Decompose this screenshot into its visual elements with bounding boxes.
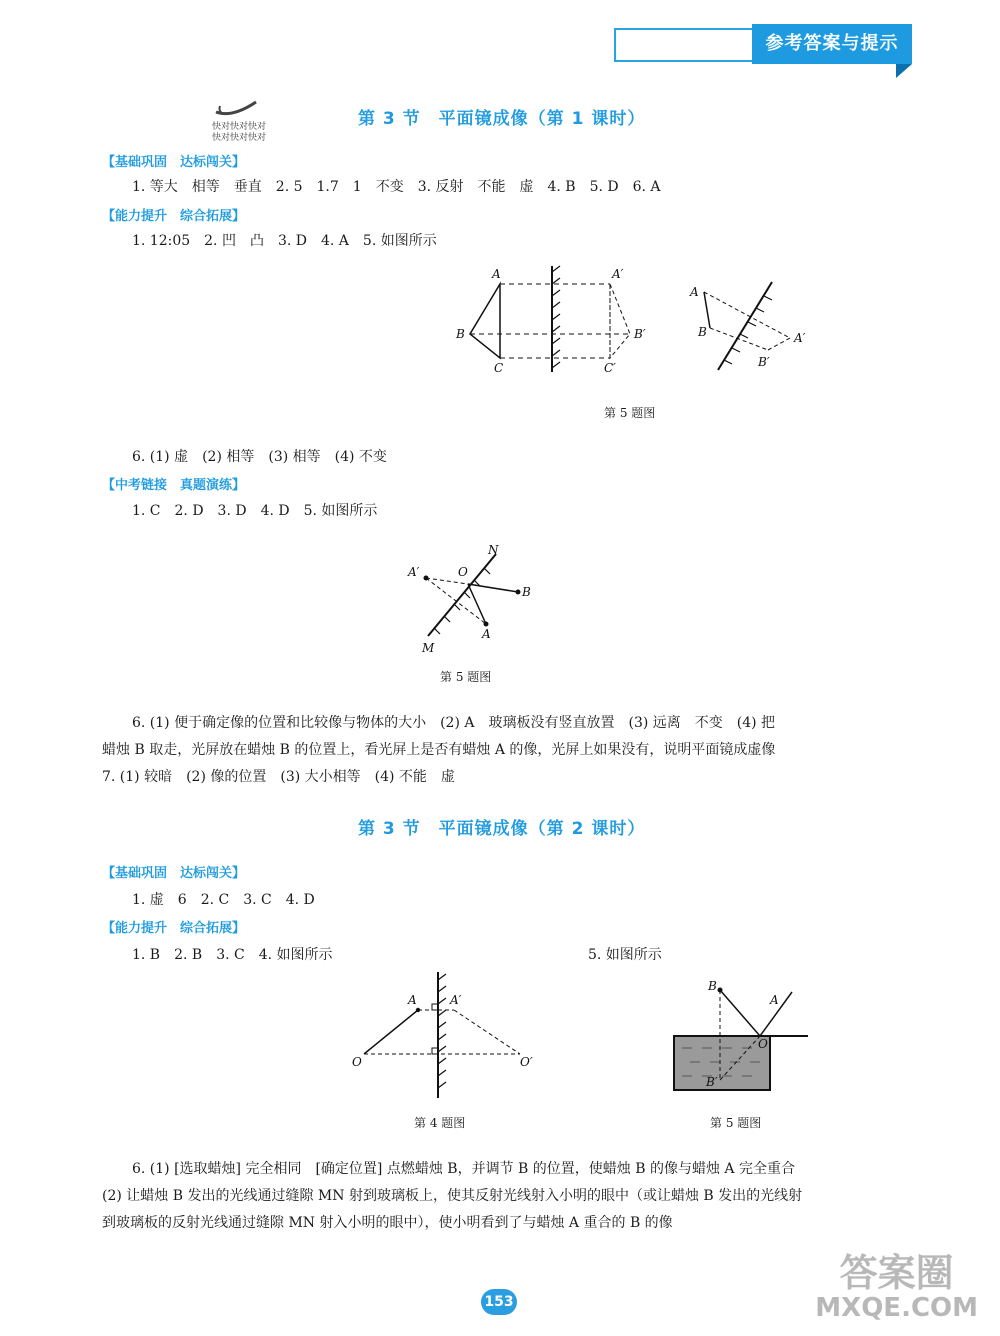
logo-text-line2: 快对快对快对 [212,133,267,143]
logo [212,98,266,144]
fig2-label-B: B [698,325,707,339]
page-number: 153 [481,1289,517,1315]
lesson1-exam-q6-line2: 蜡烛 B 取走，光屏放在蜡烛 B 的位置上，看光屏上是否有蜡烛 A 的像，光屏上如果没有，说明平面镜成虚像 [102,742,776,758]
fig3-label-A: A [482,627,491,641]
logo-swoosh-icon [212,98,262,118]
lesson1-fig5-caption: 第 5 题图 [604,406,656,420]
figure-triangle-mirror [450,262,660,382]
fig1-label-A1: A′ [612,267,624,281]
header-frame [614,28,754,62]
fig3-label-M: M [422,641,435,655]
fig5-label-O: O [758,1037,768,1051]
fig3-label-B: B [522,585,531,599]
fig2-label-B1: B′ [758,355,770,369]
fig5-label-B1: B′ [706,1075,718,1089]
fig4-label-O1: O′ [520,1055,533,1069]
fig3-label-A1: A′ [408,565,420,579]
fig1-label-A: A [492,267,501,281]
lesson2-q5-label: 5. 如图所示 [588,947,662,963]
lesson1-exam-q6-line1: 6. (1) 便于确定像的位置和比较像与物体的大小 (2) A 玻璃板没有竖直放置 (3) 远离 不变 (4) 把 [132,715,776,731]
logo-text-line1: 快对快对快对 [212,122,267,132]
lesson1-tag-basic: 【基础巩固 达标闯关】 [102,155,246,170]
lesson2-q6-line1: 6. (1) [选取蜡烛] 完全相同 [确定位置] 点燃蜡烛 B，并调节 B 的位置，使蜡烛 B 的像与蜡烛 A 完全重合 [132,1161,795,1177]
lesson1-tag-exam: 【中考链接 真题演练】 [102,478,246,493]
fig5-label-A: A [770,993,779,1007]
lesson1-basic-answers: 1. 等大 相等 垂直 2. 5 1.7 1 不变 3. 反射 不能 虚 4. B 5. D 6. A [132,179,661,195]
figure-mirror-ao [346,968,546,1102]
header-fold-decoration [896,64,912,78]
lesson1-exam-answers: 1. C 2. D 3. D 4. D 5. 如图所示 [132,503,378,519]
lesson2-fig4-caption: 第 4 题图 [414,1116,466,1130]
header-tab: 参考答案与提示 [752,24,912,64]
lesson2-fig5-caption: 第 5 题图 [710,1116,762,1130]
lesson1-exam-fig-caption: 第 5 题图 [440,670,492,684]
lesson1-ability-answers: 1. 12:05 2. 凹 凸 3. D 4. A 5. 如图所示 [132,233,437,249]
watermark-line2: MXQE.COM [815,1293,978,1323]
lesson1-exam-q7: 7. (1) 较暗 (2) 像的位置 (3) 大小相等 (4) 不能 虚 [102,769,455,785]
figure-reflection-mn [402,540,542,658]
fig2-label-A1: A′ [794,331,806,345]
lesson2-title: 第 3 节 平面镜成像（第 2 课时） [358,819,646,839]
fig5-label-B: B [708,979,717,993]
lesson1-title: 第 3 节 平面镜成像（第 1 课时） [358,109,646,129]
lesson2-q6-line2: (2) 让蜡烛 B 发出的光线通过缝隙 MN 射到玻璃板上，使其反射光线射入小明的眼中（或让蜡烛 B 发出的光线射 [102,1188,803,1204]
lesson2-tag-basic: 【基础巩固 达标闯关】 [102,866,246,881]
fig1-label-C1: C′ [604,361,616,375]
lesson2-q6-line3: 到玻璃板的反射光线通过缝隙 MN 射入小明的眼中），使小明看到了与蜡烛 A 重合的 B 的像 [102,1215,673,1231]
fig1-label-B1: B′ [634,327,646,341]
watermark [815,1252,978,1322]
lesson1-ability-q6: 6. (1) 虚 (2) 相等 (3) 相等 (4) 不变 [132,449,387,465]
fig1-label-B: B [456,327,465,341]
lesson1-tag-ability: 【能力提升 综合拓展】 [102,209,246,224]
fig3-label-N: N [488,543,499,557]
figure-slanted-mirror [688,278,818,378]
fig3-label-O: O [458,565,468,579]
watermark-line1: 答案圈 [839,1251,954,1295]
lesson2-basic-answers: 1. 虚 6 2. C 3. C 4. D [132,892,315,908]
fig4-label-O: O [352,1055,362,1069]
lesson2-tag-ability: 【能力提升 综合拓展】 [102,921,246,936]
fig2-label-A: A [690,285,699,299]
figure-water-tank [668,976,818,1096]
fig4-label-A: A [408,993,417,1007]
lesson2-ability-answers: 1. B 2. B 3. C 4. 如图所示 [132,947,333,963]
fig1-label-C: C [494,361,504,375]
fig4-label-A1: A′ [450,993,462,1007]
